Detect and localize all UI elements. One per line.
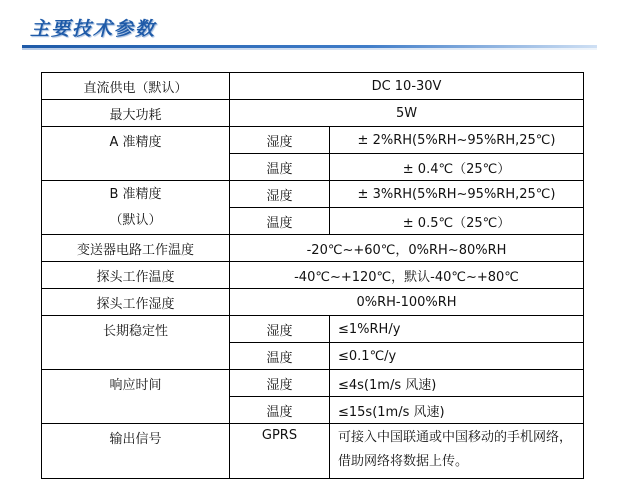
row-value: DC 10-30V	[230, 73, 584, 100]
row-value: ± 0.4℃（25℃）	[330, 154, 584, 181]
row-label	[42, 181, 230, 235]
row-label: 输出信号	[42, 424, 230, 479]
row-value: ± 0.5℃（25℃）	[330, 208, 584, 235]
row-value: -40℃~+120℃，默认-40℃~+80℃	[230, 262, 584, 289]
row-label: 长期稳定性	[42, 316, 230, 370]
row-value: ± 2%RH(5%RH~95%RH,25℃)	[330, 127, 584, 154]
row-sublabel: 温度	[230, 343, 330, 370]
table-row	[42, 316, 584, 343]
table-row	[42, 424, 584, 479]
row-label-line: （默认）	[109, 212, 162, 228]
row-value: -20℃~+60℃，0%RH~80%RH	[230, 235, 584, 262]
spec-table	[41, 72, 584, 479]
table-row	[42, 127, 584, 154]
row-label: 最大功耗	[42, 100, 230, 127]
row-value: 5W	[230, 100, 584, 127]
row-sublabel: 湿度	[230, 181, 330, 208]
row-value: ≤0.1℃/y	[330, 343, 584, 370]
row-label: 响应时间	[42, 370, 230, 424]
row-value: ≤1%RH/y	[330, 316, 584, 343]
row-value: 0%RH-100%RH	[230, 289, 584, 316]
row-label: 探头工作温度	[42, 262, 230, 289]
row-sublabel: 温度	[230, 208, 330, 235]
row-value: 可接入中国联通或中国移动的手机网络，借助网络将数据上传。	[330, 424, 584, 479]
row-sublabel: 温度	[230, 397, 330, 424]
title-underline-shadow	[22, 48, 597, 50]
row-sublabel: 湿度	[230, 316, 330, 343]
section-title: 主要技术参数	[30, 18, 157, 40]
row-sublabel: GPRS	[230, 424, 330, 479]
row-sublabel: 湿度	[230, 370, 330, 397]
table-row	[42, 289, 584, 316]
row-value: ± 3%RH(5%RH~95%RH,25℃)	[330, 181, 584, 208]
table-row	[42, 100, 584, 127]
row-label: A 准精度	[42, 127, 230, 181]
row-sublabel: 湿度	[230, 127, 330, 154]
row-label: 变送器电路工作温度	[42, 235, 230, 262]
row-value: ≤4s(1m/s 风速)	[330, 370, 584, 397]
row-value: ≤15s(1m/s 风速)	[330, 397, 584, 424]
table-row	[42, 235, 584, 262]
row-label: 直流供电（默认）	[42, 73, 230, 100]
row-label: 探头工作湿度	[42, 289, 230, 316]
row-sublabel: 温度	[230, 154, 330, 181]
section-header	[0, 0, 623, 56]
table-row	[42, 181, 584, 208]
table-row	[42, 262, 584, 289]
table-row	[42, 370, 584, 397]
table-row	[42, 73, 584, 100]
row-label-line: B 准精度	[109, 186, 162, 202]
